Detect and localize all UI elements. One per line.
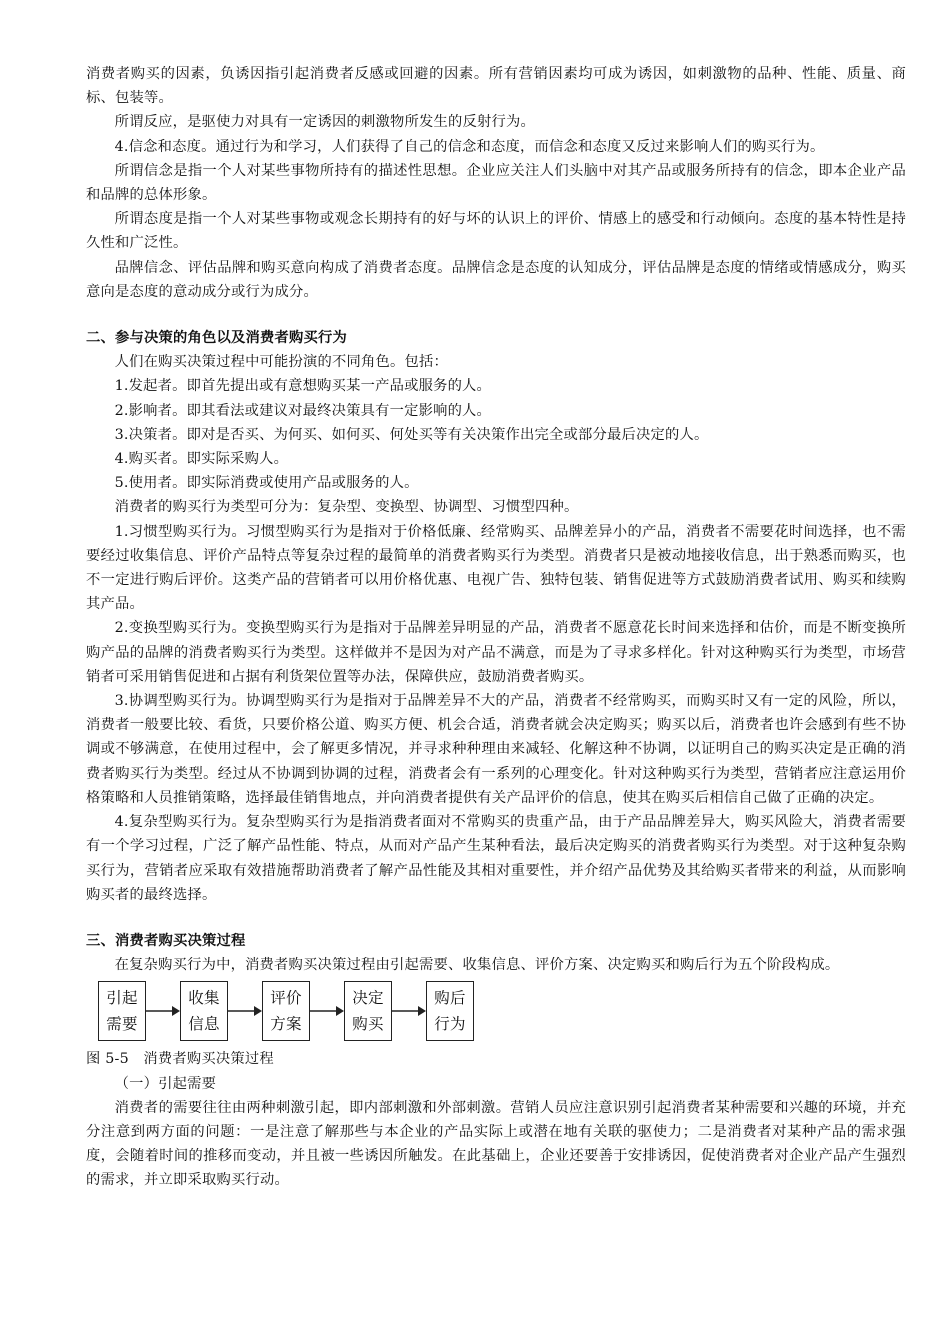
paragraph-attitude-components: 品牌信念、评估品牌和购买意向构成了消费者态度。品牌信念是态度的认知成分，评估品牌是态度的情绪或情感成分，购买意向是态度的意动成分或行为成分。 xyxy=(86,259,906,300)
paragraph-response: 所谓反应，是驱使力对具有一定诱因的刺激物所发生的反射行为。 xyxy=(114,114,535,131)
flow-step-label: 购后行为 xyxy=(434,989,466,1034)
decision-process-flowchart xyxy=(86,981,906,1047)
flow-step-label: 评价方案 xyxy=(270,989,302,1034)
flow-step-purchase xyxy=(344,981,392,1041)
flow-step-label: 收集信息 xyxy=(188,989,220,1034)
subsection-heading-need: （一）引起需要 xyxy=(114,1075,217,1092)
flow-step-need xyxy=(98,981,146,1041)
list-item-buyer: 4.购买者。即实际采购人。 xyxy=(114,451,289,468)
figure-caption: 图 5-5 消费者购买决策过程 xyxy=(86,1051,274,1068)
paragraph-behavior-types: 消费者的购买行为类型可分为：复杂型、变换型、协调型、习惯型四种。 xyxy=(114,499,579,516)
arrow-right-icon xyxy=(228,1003,262,1019)
flow-step-label: 引起需要 xyxy=(106,989,138,1034)
paragraph-variety-behavior: 2.变换型购买行为。变换型购买行为是指对于品牌差异明显的产品，消费者不愿意花长时间来选择和估价，而是不断变换所购产品的品牌的消费者购买行为类型。这样做并不是因为对产品不满意，而是为了寻求多样化。针对这种购买行为类型，市场营销者可采用销售促进和占据有利货架位置等办法，保障供应，鼓励消费者购买。 xyxy=(86,620,906,685)
paragraph-attitude-definition: 所谓态度是指一个人对某些事物或观念长期持有的好与坏的认识上的评价、情感上的感受和行动倾向。态度的基本特性是持久性和广泛性。 xyxy=(86,211,906,252)
list-item-decider: 3.决策者。即对是否买、为何买、如何买、何处买等有关决策作出完全或部分最后决定的人。 xyxy=(114,426,709,443)
section-heading-roles: 二、参与决策的角色以及消费者购买行为 xyxy=(86,330,347,347)
paragraph-belief-definition: 所谓信念是指一个人对某些事物所持有的描述性思想。企业应关注人们头脑中对其产品或服务所持有的信念，即本企业产品和品牌的总体形象。 xyxy=(86,162,906,204)
paragraph-habitual-behavior: 1.习惯型购买行为。习惯型购买行为是指对于价格低廉、经常购买、品牌差异小的产品，消费者不需要花时间选择，也不需要经过收集信息、评价产品特点等复杂过程的最简单的消费者购买行为类型。消费者只是被动地接收信息，出于熟悉而购买，也不一定进行购后评价。这类产品的营销者可以用价格优惠、电视广告、独特包装、销售促进等方式鼓励消费者试用、购买和续购其产品。 xyxy=(86,523,906,613)
paragraph-incentives: 消费者购买的因素，负诱因指引起消费者反感或回避的因素。所有营销因素均可成为诱因，如刺激物的品种、性能、质量、商标、包装等。 xyxy=(86,66,906,107)
arrow-right-icon xyxy=(310,1003,344,1019)
paragraph-process-intro: 在复杂购买行为中，消费者购买决策过程由引起需要、收集信息、评价方案、决定购买和购后行为五个阶段构成。 xyxy=(114,957,840,974)
document-body xyxy=(86,62,906,1193)
arrow-right-icon xyxy=(392,1003,426,1019)
flow-step-label: 决定购买 xyxy=(352,989,384,1034)
paragraph-need-stimuli: 消费者的需要往往由两种刺激引起，即内部刺激和外部刺激。营销人员应注意识别引起消费者某种需要和兴趣的环境，并充分注意到两方面的问题：一是注意了解那些与本企业的产品实际上或潜在地有关联的驱使力；二是消费者对某种产品的需求强度，会随着时间的推移而变动，并且被一些诱因所触发。在此基础上，企业还要善于安排诱因，促使消费者对企业产品产生强烈的需求，并立即采取购买行动。 xyxy=(86,1099,906,1189)
paragraph-belief-attitude: 4.信念和态度。通过行为和学习，人们获得了自己的信念和态度，而信念和态度又反过来影响人们的购买行为。 xyxy=(114,138,825,155)
paragraph-dissonance-behavior: 3.协调型购买行为。协调型购买行为是指对于品牌差异不大的产品，消费者不经常购买，而购买时又有一定的风险，所以，消费者一般要比较、看货，只要价格公道、购买方便、机会合适，消费者就会决定购买；购买以后，消费者也许会感到有些不协调或不够满意，在使用过程中，会了解更多情况，并寻求种种理由来减轻、化解这种不协调，以证明自己的购买决定是正确的消费者购买行为类型。经过从不协调到协调的过程，消费者会有一系列的心理变化。针对这种购买行为类型，营销者应注意运用价格策略和人员推销策略，选择最佳销售地点，并向消费者提供有关产品评价的信息，使其在购买后相信自己做了正确的决定。 xyxy=(86,693,906,806)
paragraph-complex-behavior: 4.复杂型购买行为。复杂型购买行为是指消费者面对不常购买的贵重产品，由于产品品牌差异大，购买风险大，消费者需要有一个学习过程，广泛了解产品性能、特点，从而对产品产生某种看法，最后决定购买的消费者购买行为类型。对于这种复杂购买行为，营销者应采取有效措施帮助消费者了解产品性能及其相对重要性，并介绍产品优势及其给购买者带来的利益，从而影响购买者的最终选择。 xyxy=(86,814,906,903)
list-item-influencer: 2.影响者。即其看法或建议对最终决策具有一定影响的人。 xyxy=(114,402,492,419)
flow-step-evaluation xyxy=(262,981,310,1041)
section-heading-decision-process: 三、消费者购买决策过程 xyxy=(86,932,246,949)
list-item-user: 5.使用者。即实际消费或使用产品或服务的人。 xyxy=(114,475,419,492)
paragraph-roles-intro: 人们在购买决策过程中可能扮演的不同角色。包括： xyxy=(114,354,449,371)
arrow-right-icon xyxy=(146,1003,180,1019)
list-item-initiator: 1.发起者。即首先提出或有意想购买某一产品或服务的人。 xyxy=(114,378,492,395)
flow-step-information xyxy=(180,981,228,1041)
flow-step-post-purchase xyxy=(426,981,474,1041)
